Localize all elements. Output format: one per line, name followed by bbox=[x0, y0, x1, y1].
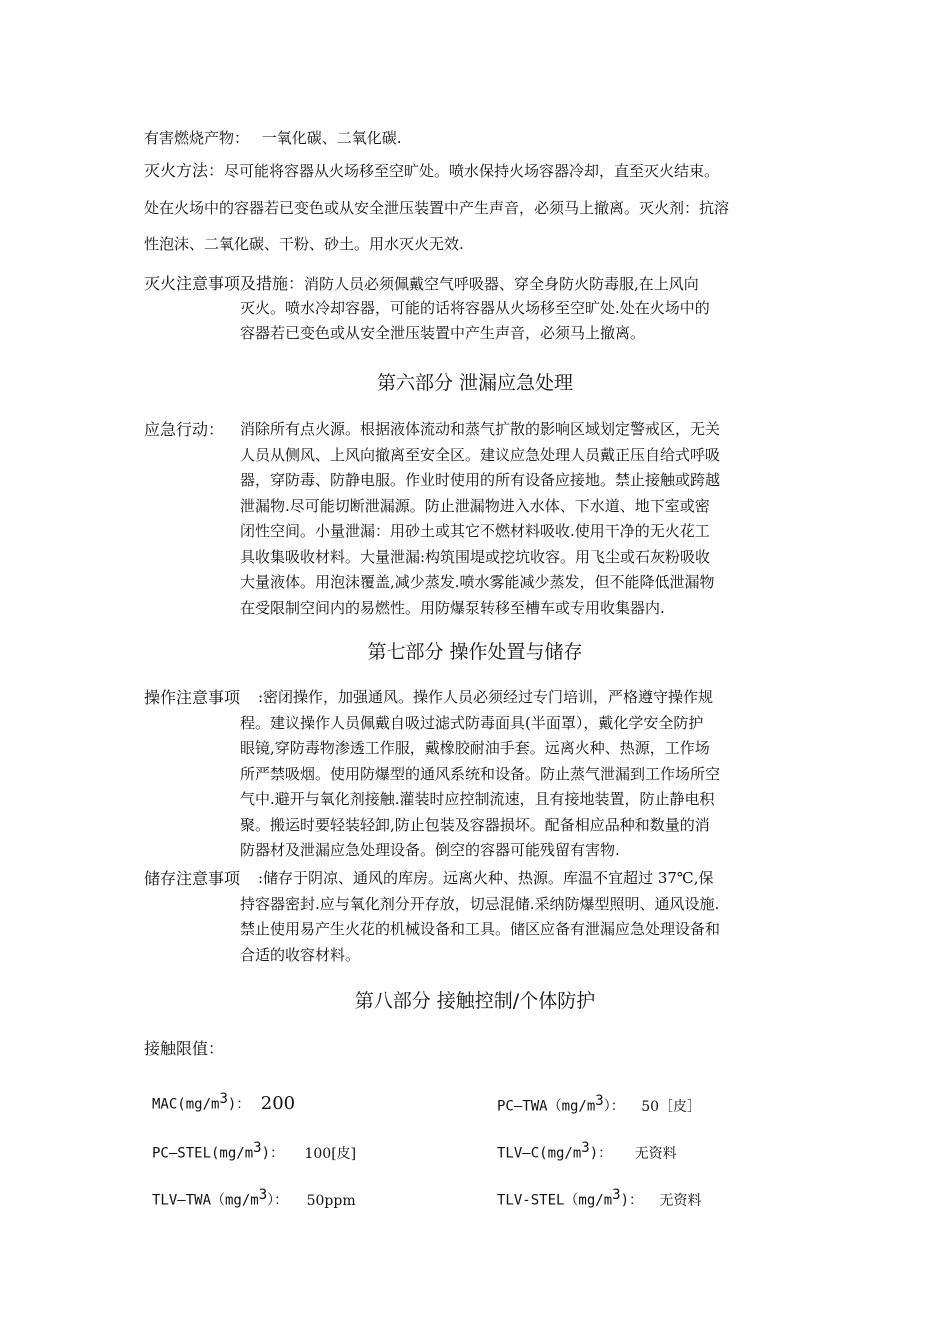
limit-pc-stel-tail: )： bbox=[261, 1145, 285, 1162]
operation-notes-line: 所严禁吸烟。使用防爆型的通风系统和设备。防止蒸气泄漏到工作场所空 bbox=[240, 764, 721, 783]
limit-mac-value: 200 bbox=[260, 1092, 296, 1114]
emergency-action-line: 闭性空间。小量泄漏：用砂土或其它不燃材料吸收.使用干净的无火花工 bbox=[240, 522, 710, 540]
limit-tlv-twa bbox=[152, 1187, 356, 1210]
limit-mac-sup: 3 bbox=[219, 1091, 228, 1107]
operation-notes-line: 程。建议操作人员佩戴自吸过滤式防毒面具(半面罩），戴化学安全防护 bbox=[240, 713, 704, 732]
section7-title: 第七部分 操作处置与储存 bbox=[367, 641, 583, 663]
limit-pc-stel-label: PC—STEL(mg/m bbox=[152, 1145, 254, 1162]
limit-tlv-stel-value: 无资料 bbox=[659, 1192, 702, 1209]
extinguish-method-line-1 bbox=[144, 158, 719, 184]
fire-precaution-line-1 bbox=[144, 271, 699, 297]
limit-tlv-stel-tail: )： bbox=[620, 1192, 644, 1209]
emergency-action-line: 具收集吸收材料。大量泄漏:构筑围堤或挖坑收容。用飞尘或石灰粉吸收 bbox=[240, 547, 711, 566]
limit-tlv-twa-sup: 3 bbox=[258, 1187, 268, 1203]
fire-precaution-line-3: 容器若已变色或从安全泄压装置中产生声音，必须马上撤离。 bbox=[240, 324, 646, 342]
storage-notes-first bbox=[258, 866, 823, 892]
limit-tlv-stel bbox=[497, 1187, 701, 1210]
storage-notes-body bbox=[240, 892, 805, 969]
limit-pc-stel-value: 100[皮] bbox=[304, 1145, 357, 1162]
limit-tlv-stel-label: TLV-STEL（mg/m bbox=[497, 1192, 613, 1209]
operation-notes-line: 防器材及泄漏应急处理设备。倒空的容器可能残留有害物. bbox=[240, 841, 620, 859]
section6-title: 第六部分 泄漏应急处理 bbox=[376, 372, 574, 394]
storage-notes-line: 禁止使用易产生火花的机械设备和工具。储区应备有泄漏应急处理设备和 bbox=[240, 920, 721, 938]
limit-mac bbox=[152, 1091, 295, 1114]
emergency-action-line: 人员从侧风、上风向撤离至安全区。建议应急处理人员戴正压自给式呼吸 bbox=[240, 445, 721, 464]
limit-tlv-twa-value: 50ppm bbox=[306, 1192, 356, 1209]
emergency-action-label: 应急行动： bbox=[144, 420, 225, 439]
extinguish-method-label: 灭火方法： bbox=[144, 161, 225, 180]
extinguish-method-line-2: 处在火场中的容器若已变色或从安全泄压装置中产生声音，必须马上撤离。灭火剂：抗溶 bbox=[144, 199, 730, 217]
limit-tlv-c-label: TLV—C(mg/m bbox=[497, 1145, 582, 1162]
section8-title: 第八部分 接触控制/个体防护 bbox=[354, 990, 596, 1012]
limit-tlv-twa-tail: ）： bbox=[267, 1192, 289, 1209]
emergency-action-line: 消除所有点火源。根据液体流动和蒸气扩散的影响区域划定警戒区，无关 bbox=[240, 420, 721, 438]
limit-mac-tail: )： bbox=[227, 1096, 251, 1113]
operation-notes-first bbox=[258, 685, 823, 711]
operation-notes-line: 气中.避开与氧化剂接触.灌装时应控制流速，且有接地装置，防止静电积 bbox=[240, 790, 715, 808]
operation-notes-label: 操作注意事项 bbox=[144, 688, 241, 707]
exposure-limits-label: 接触限值： bbox=[144, 1039, 225, 1058]
storage-notes-label: 储存注意事项 bbox=[144, 869, 241, 888]
limit-pc-twa-sup: 3 bbox=[595, 1093, 604, 1109]
limit-pc-stel-sup: 3 bbox=[253, 1140, 262, 1156]
operation-notes-body bbox=[240, 711, 805, 864]
limit-pc-twa-tail: ）： bbox=[603, 1098, 625, 1115]
combustion-products-label: 有害燃烧产物： bbox=[144, 129, 250, 147]
limit-pc-twa bbox=[497, 1093, 701, 1116]
combustion-products-line bbox=[144, 126, 402, 151]
limit-pc-twa-value: 50［皮］ bbox=[641, 1098, 702, 1115]
storage-notes-line: :储存于阴凉、通风的库房。远离火种、热源。库温不宜超过 37℃,保 bbox=[258, 869, 714, 887]
operation-notes-line: :密闭操作，加强通风。操作人员必须经过专门培训，严格遵守操作规 bbox=[258, 688, 714, 706]
operation-notes-line: 眼镜,穿防毒物渗透工作服，戴橡胶耐油手套。远离火种、热源，工作场 bbox=[240, 739, 710, 757]
combustion-products-value: 一氧化碳、二氧化碳. bbox=[261, 129, 402, 147]
limit-tlv-c-sup: 3 bbox=[581, 1140, 590, 1156]
emergency-action-line: 在受限制空间内的易燃性。用防爆泵转移至槽车或专用收集器内. bbox=[240, 598, 665, 617]
limit-tlv-c bbox=[497, 1140, 677, 1163]
emergency-action-line: 泄漏物.尽可能切断泄漏源。防止泄漏物进入水体、下水道、地下室或密 bbox=[240, 496, 710, 515]
storage-notes-line: 持容器密封.应与氧化剂分开存放，切忌混储.采纳防爆型照明、通风设施. bbox=[240, 894, 720, 913]
storage-notes-line: 合适的收容材料。 bbox=[240, 945, 361, 964]
limit-mac-label: MAC(mg/m bbox=[152, 1096, 220, 1113]
fire-precaution-line-2: 灭火。喷水冷却容器，可能的话将容器从火场移至空旷处.处在火场中的 bbox=[240, 299, 710, 317]
emergency-action-body bbox=[240, 417, 805, 621]
extinguish-method-line-3: 性泡沫、二氧化碳、干粉、砂土。用水灭火无效. bbox=[144, 235, 464, 253]
limit-pc-twa-label: PC—TWA（mg/m bbox=[497, 1098, 596, 1115]
operation-notes-line: 聚。搬运时要轻装轻卸,防止包装及容器损坏。配备相应品种和数量的消 bbox=[240, 815, 710, 834]
fire-precaution-text-1: 消防人员必须佩戴空气呼吸器、穿全身防火防毒服,在上风向 bbox=[304, 275, 699, 293]
emergency-action-line: 大量液体。用泡沫覆盖,减少蒸发.喷水雾能减少蒸发，但不能降低泄漏物 bbox=[240, 573, 715, 591]
limit-tlv-stel-sup: 3 bbox=[612, 1187, 621, 1203]
fire-precaution-label: 灭火注意事项及措施： bbox=[144, 274, 305, 293]
emergency-action-line: 器，穿防毒、防静电服。作业时使用的所有设备应接地。禁止接触或跨越 bbox=[240, 471, 721, 489]
limit-tlv-c-value: 无资料 bbox=[634, 1145, 677, 1162]
limit-tlv-twa-label: TLV—TWA（mg/m bbox=[152, 1192, 259, 1209]
limit-pc-stel bbox=[152, 1140, 356, 1163]
limit-tlv-c-tail: )： bbox=[589, 1145, 613, 1162]
extinguish-method-text-1: 尽可能将容器从火场移至空旷处。喷水保持火场容器冷却，直至灭火结束。 bbox=[224, 162, 720, 180]
